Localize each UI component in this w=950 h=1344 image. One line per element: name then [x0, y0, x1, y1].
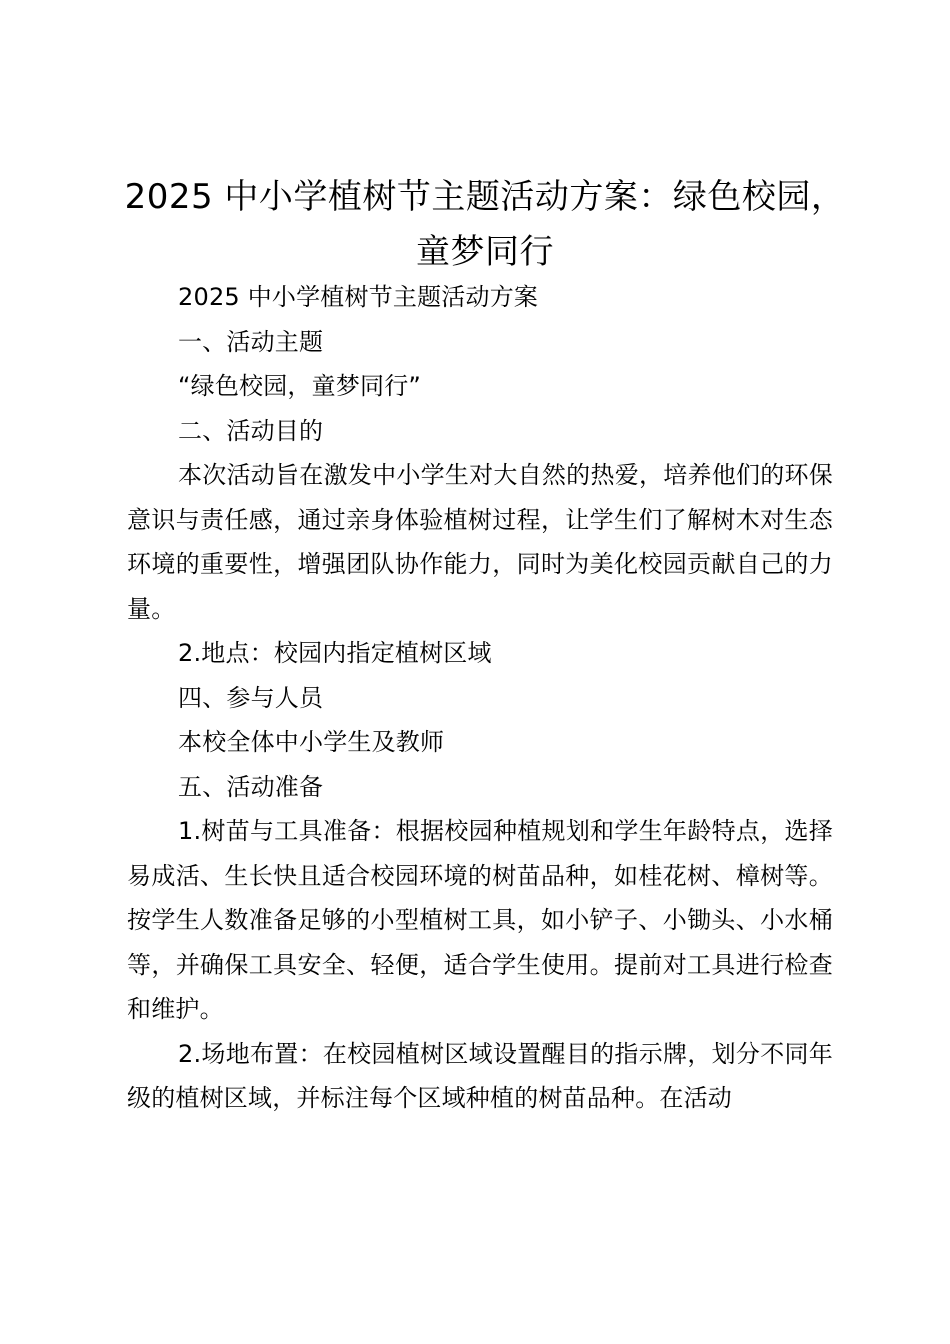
- section-heading-purpose: 二、活动目的: [178, 416, 324, 445]
- document-title: 2025 中小学植树节主题活动方案：绿色校园，童梦同行: [124, 177, 846, 272]
- location-paragraph: 2.地点：校园内指定植树区域: [178, 639, 492, 667]
- preparation-item-1: 1.树苗与工具准备：根据校园种植规划和学生年龄特点，选择易成活、生长快且适合校园环境的树苗品种，如桂花树、樟树等。按学生人数准备足够的小型植树工具，如小铲子、小锄头、小水桶等，并确保工具安全、轻便，适合学生使用。提前对工具进行检查和维护。: [127, 817, 833, 1023]
- subtitle-paragraph: 2025 中小学植树节主题活动方案: [178, 283, 539, 311]
- section-heading-preparation: 五、活动准备: [178, 772, 324, 801]
- participants-text: 本校全体中小学生及教师: [178, 728, 445, 756]
- purpose-paragraph: 本次活动旨在激发中小学生对大自然的热爱，培养他们的环保意识与责任感，通过亲身体验植树过程，让学生们了解树木对生态环境的重要性，增强团队协作能力，同时为美化校园贡献自己的力量。: [127, 461, 833, 623]
- document-body: [127, 275, 833, 1121]
- theme-text: “绿色校园，童梦同行”: [178, 372, 422, 400]
- section-heading-participants: 四、参与人员: [178, 683, 324, 712]
- preparation-item-2: 2.场地布置：在校园植树区域设置醒目的指示牌，划分不同年级的植树区域，并标注每个区域种植的树苗品种。在活动: [127, 1039, 833, 1112]
- section-heading-theme: 一、活动主题: [178, 327, 324, 356]
